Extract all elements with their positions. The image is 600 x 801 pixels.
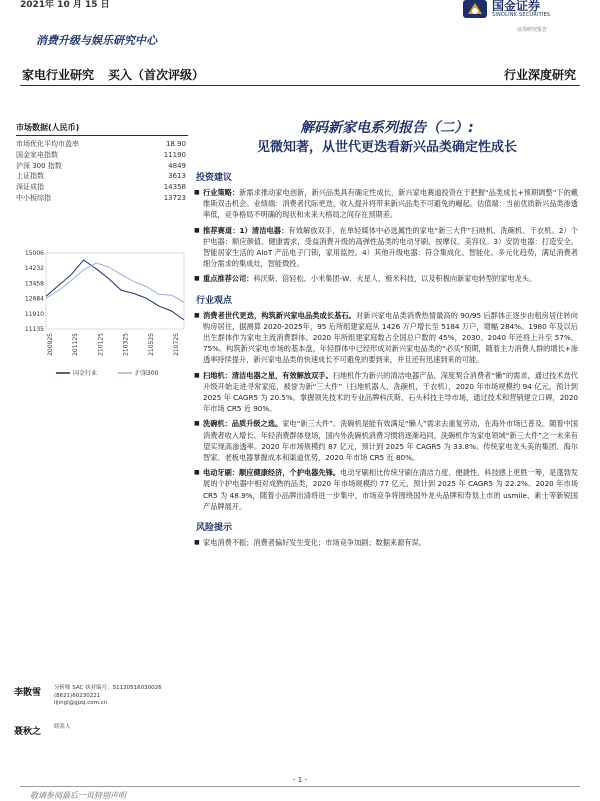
sinolink-logo-icon — [462, 0, 488, 20]
y-tick-label: 13458 — [24, 280, 44, 288]
series-line — [46, 260, 184, 320]
bullet-square-icon: ■ — [194, 469, 200, 477]
x-tick-label: 201125 — [72, 333, 80, 356]
bullet-item — [194, 537, 580, 548]
bullet-item — [194, 225, 580, 270]
market-row — [16, 193, 188, 204]
bullet-item — [194, 418, 580, 463]
market-label: 中小板综指 — [16, 193, 51, 202]
market-row — [16, 161, 188, 172]
bullet-body: 家电“新三大件”。洗碗机是能有效满足“懒人”需求去重复劳动，在海外市场已普及。随着中国消费者收入增长、年轻消费群体登场，国内外洗碗机消费习惯将逐渐趋同。洗碗机作为家电领域“新三大件”之一未来有望实现高渗透率。2020 年市场规模约 87 亿元，预计到 2025 年 CAGR5 为 33.8%。传统家电龙头美的集团、海尔智家、老板电器掌握成本和渠道优势，2020 年市场 CR5 近 80%。 — [203, 419, 578, 463]
contact-info — [54, 724, 71, 732]
bullet-square-icon: ■ — [194, 420, 200, 428]
y-tick-label: 11135 — [24, 326, 44, 333]
bullet-text — [203, 467, 578, 512]
y-tick-label: 11910 — [24, 310, 44, 318]
contact-name: 聂秋之 — [14, 726, 42, 737]
bullet-body: 有效解放双手，在单轻媒体中必选属性的家电“新三大件”扫地机、洗碗机、干衣机。2）个护电器：顺应颜值、健康需求，受益消费升级的高弹性品类的电动牙刷、按摩仪、美容仪。3）安防电器：打造安全、智能居家生活的 AIoT 产品电子门锁，家用监控。4）其他升级电器：符合集成化、智能化、多元化趋势，满足消费者细分需求的集成灶，智能微投。 — [203, 225, 578, 269]
contact-info-line: (8621)60230221 — [54, 692, 101, 699]
bullet-text — [203, 187, 578, 221]
market-label: 市场优化平均市盈率 — [16, 140, 79, 148]
section-invest-heading: 投资建议 — [196, 173, 233, 183]
market-value: 11190 — [163, 150, 186, 159]
contact-info-line: 联系人 — [54, 723, 71, 730]
logo-name-en: SINOLINK SECURITIES — [492, 12, 551, 18]
legend-label: 沪深300 — [135, 370, 159, 377]
chart-frame — [46, 253, 184, 329]
logo-name-cn: 国金证券 — [492, 0, 541, 13]
bullet-key: 洗碗机：品质升级之选。 — [203, 419, 283, 429]
market-data-title: 市场数据(人民币) — [16, 122, 188, 136]
research-center-name: 消费升级与娱乐研究中心 — [36, 34, 157, 47]
market-row — [16, 139, 188, 150]
industry-title: 家电行业研究 — [22, 68, 95, 82]
bullet-square-icon: ■ — [194, 311, 200, 319]
sinolink-logo — [462, 0, 550, 20]
footer-disclaimer: 敬请参阅最后一页特别声明 — [30, 791, 126, 800]
bullet-item — [194, 370, 580, 415]
report-header-bar — [20, 64, 580, 86]
market-value: 13723 — [163, 193, 186, 202]
rating-label: 买入（首次评级） — [108, 68, 205, 82]
y-tick-label: 14232 — [24, 265, 44, 273]
bullet-square-icon: ■ — [194, 275, 200, 283]
index-line-chart — [16, 247, 190, 387]
bullet-key: 扫地机：清洁电器之星，有效解放双手。 — [203, 370, 333, 380]
contact-name: 李散雪 — [14, 688, 42, 698]
market-value: 14358 — [163, 183, 186, 192]
bullet-text — [203, 537, 578, 548]
bullet-item — [194, 187, 580, 221]
market-label: 上证指数 — [16, 172, 44, 181]
bullet-body: 电动牙刷相比传统牙刷在清洁力度、便捷性、科技感上更胜一筹，是蓬勃发展的个护电器中相对成熟的品类，2020 年市场规模约 77 亿元，预计到 2025 年 CAGR5 为 22.2%。2020 年市场 CR5 为 48.9%，随着小品牌出清将进一步集中，市场竞争将围绕国外龙头品牌和寿划上市的 usmile、素士等新锐国产品牌展开。 — [203, 468, 578, 511]
bullet-text — [203, 310, 578, 366]
contact-info-line: 分析师 SAC 执业编号：S1130516030026 — [54, 685, 162, 691]
bullet-square-icon: ■ — [194, 189, 200, 196]
bullet-item — [194, 273, 580, 284]
bullet-square-icon: ■ — [194, 539, 200, 547]
market-value: 4849 — [168, 161, 186, 170]
bullet-text — [203, 418, 578, 463]
bullet-key: 推荐赛道：1）清洁电器： — [203, 225, 289, 235]
bullet-item — [194, 310, 580, 366]
bullet-body: 家电消费不振；消费者偏好发生变化；市场竞争加剧；数据来源有误。 — [203, 538, 426, 548]
legend-label: 国金行业 — [73, 370, 98, 377]
bullet-key: 消费者世代更迭，构筑新兴家电品类成长基石。 — [203, 310, 356, 320]
market-value: 18.90 — [165, 140, 186, 148]
x-tick-label: 210125 — [97, 333, 105, 356]
y-tick-label: 12684 — [24, 295, 44, 303]
market-row — [16, 171, 188, 182]
contact-row — [14, 685, 194, 708]
bullet-body: 扫地机作为新兴的清洁电器产品，深度契合消费者“懒”的需求，通过技术迭代升级开始走进寻常家庭，被誉为新“三大件”（扫地机器人，洗碗机，干衣机），2020 年市场规模约 94 亿元，预计到 2025 年 CAGR5 为 20.5%。掌握领先技术的专业品牌科沃斯、石头科技主导市场，通过技术和营销建立口碑，2020 年市场 CR5 近 90%。 — [203, 370, 578, 414]
contact-info — [54, 685, 162, 708]
page-number: - 1 - — [293, 776, 307, 784]
market-row — [16, 150, 188, 161]
bullet-key: 重点推荐公司： — [203, 274, 254, 284]
bullet-text — [203, 370, 578, 415]
report-main — [194, 118, 580, 552]
analyst-contacts — [14, 685, 194, 753]
report-subtitle: 见微知著，从世代更迭看新兴品类确定性成长 — [256, 140, 517, 155]
market-value: 3613 — [168, 172, 186, 181]
market-data-panel — [16, 122, 188, 204]
bullet-square-icon: ■ — [194, 371, 200, 379]
bullet-body: 对新兴家电品类消费热情最高的 90/95 后群体正逐步由租房居住转向购房居住，据测算 2020-2025年，95 后所组建家庭从 1426 万户增长至 5184 万户，增幅 284%。1980 年及以后出生群体作为家电主流消费群体。2020 年所组建家庭数占全国总户数的 45%，2030、2040 年还将上升至 57%、75%。构筑新兴家电市场的基本盘，年轻群体中已经形成对新兴家电品类的“必买”预期，随着主力消费人群的增长+渗透率持续提升，新兴家电品类的快速成长不可避免的要到来，并且还有迅速到来的可能。 — [203, 310, 578, 365]
bullet-square-icon: ■ — [194, 226, 200, 234]
market-row — [16, 182, 188, 193]
contact-row — [14, 724, 194, 737]
bullet-key: 电动牙刷：顺应健康经济，个护电器先锋。 — [203, 468, 341, 478]
bullet-key: 行业策略： — [203, 188, 240, 197]
bullet-text — [203, 273, 578, 284]
x-tick-label: 210725 — [173, 333, 180, 356]
logo-subtitle: 证券研究报告 — [517, 27, 548, 33]
market-label: 沪深 300 指数 — [16, 161, 62, 170]
report-title: 解码新家电系列报告（二）: — [300, 120, 474, 136]
section-view-heading: 行业观点 — [196, 295, 233, 306]
series-line — [46, 263, 184, 302]
market-label: 深证成指 — [16, 183, 44, 192]
y-tick-label: 15006 — [24, 250, 44, 257]
bullet-body: 新需求推动家电创新，新兴品类具有确定性成长，新兴家电赛道投资在于把握“品类成长+预期调整”下的戴维斯双击机会。业绩端：消费者代际更迭，收入提升将带来新兴品类不可避免的崛起。估值端：当前优质新兴品类渗透率低，竞争格局不明确的现状和未来大格局之间存在预期差。 — [203, 188, 578, 220]
bullet-item — [194, 467, 580, 512]
section-risk-heading: 风险提示 — [196, 523, 233, 534]
report-date: 2021年 10 月 15 日 — [20, 0, 110, 10]
contact-info-line: lijingl@gjzq.com.cn — [54, 700, 108, 706]
report-type: 行业深度研究 — [503, 68, 576, 82]
bullet-body: 科沃斯、倍轻松、小米集团-W、火星人、极米科技，以及积极向新家电转型的家电龙头。 — [253, 274, 537, 284]
x-tick-label: 210525 — [147, 333, 155, 356]
x-tick-label: 200925 — [47, 333, 54, 356]
x-tick-label: 210325 — [122, 333, 130, 356]
market-label: 国金家电指数 — [16, 150, 58, 159]
footer-divider — [20, 786, 580, 787]
bullet-text — [203, 225, 578, 270]
